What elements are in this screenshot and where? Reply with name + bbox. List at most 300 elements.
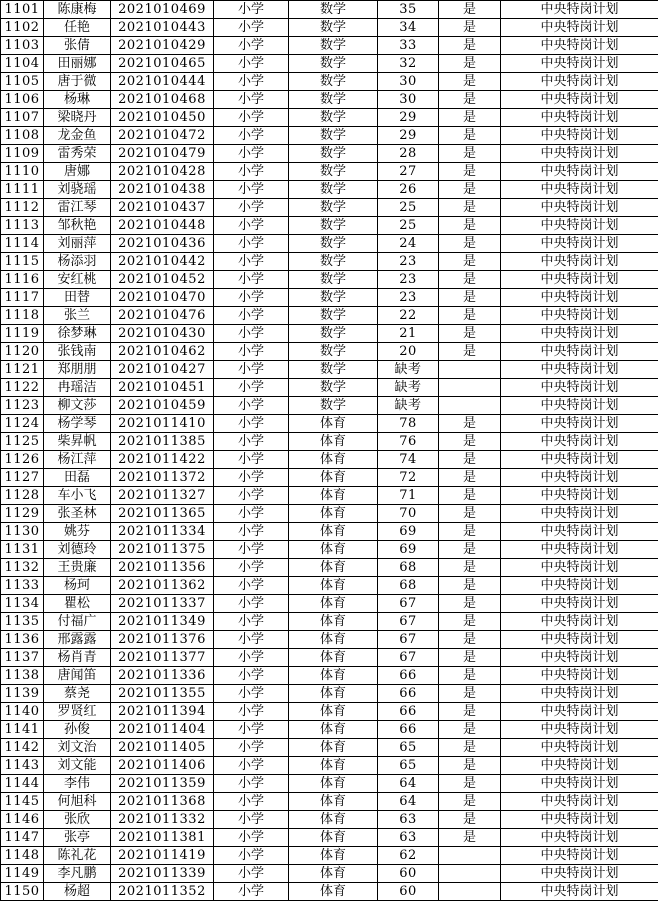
candidate-name-cell: 张钱南 (44, 343, 111, 361)
qualified-mark-cell: 是 (439, 559, 501, 577)
row-index-cell: 1141 (1, 721, 44, 739)
score-cell: 缺考 (378, 379, 439, 397)
qualified-mark-cell: 是 (439, 829, 501, 847)
school-level-cell: 小学 (214, 55, 289, 73)
exam-number-cell: 2021010479 (111, 145, 214, 163)
exam-number-cell: 2021010448 (111, 217, 214, 235)
row-index-cell: 1103 (1, 37, 44, 55)
program-name-cell: 中央特岗计划 (501, 469, 658, 487)
score-cell: 66 (378, 703, 439, 721)
candidate-name-cell: 罗贤红 (44, 703, 111, 721)
school-level-cell: 小学 (214, 325, 289, 343)
score-cell: 33 (378, 37, 439, 55)
row-index-cell: 1112 (1, 199, 44, 217)
row-index-cell: 1111 (1, 181, 44, 199)
exam-number-cell: 2021011375 (111, 541, 214, 559)
program-name-cell: 中央特岗计划 (501, 109, 658, 127)
score-cell: 60 (378, 865, 439, 883)
program-name-cell: 中央特岗计划 (501, 847, 658, 865)
qualified-mark-cell: 是 (439, 181, 501, 199)
program-name-cell: 中央特岗计划 (501, 217, 658, 235)
qualified-mark-cell: 是 (439, 253, 501, 271)
candidate-name-cell: 何旭科 (44, 793, 111, 811)
row-index-cell: 1150 (1, 883, 44, 901)
exam-number-cell: 2021011406 (111, 757, 214, 775)
subject-cell: 数学 (289, 397, 378, 415)
subject-cell: 数学 (289, 19, 378, 37)
score-cell: 63 (378, 829, 439, 847)
school-level-cell: 小学 (214, 1, 289, 19)
school-level-cell: 小学 (214, 397, 289, 415)
row-index-cell: 1106 (1, 91, 44, 109)
exam-number-cell: 2021010437 (111, 199, 214, 217)
school-level-cell: 小学 (214, 775, 289, 793)
row-index-cell: 1123 (1, 397, 44, 415)
row-index-cell: 1143 (1, 757, 44, 775)
row-index-cell: 1114 (1, 235, 44, 253)
school-level-cell: 小学 (214, 523, 289, 541)
qualified-mark-cell: 是 (439, 541, 501, 559)
exam-number-cell: 2021011376 (111, 631, 214, 649)
exam-number-cell: 2021011410 (111, 415, 214, 433)
row-index-cell: 1129 (1, 505, 44, 523)
candidate-name-cell: 张兰 (44, 307, 111, 325)
score-cell: 62 (378, 847, 439, 865)
program-name-cell: 中央特岗计划 (501, 685, 658, 703)
row-index-cell: 1133 (1, 577, 44, 595)
program-name-cell: 中央特岗计划 (501, 163, 658, 181)
row-index-cell: 1142 (1, 739, 44, 757)
exam-number-cell: 2021010451 (111, 379, 214, 397)
subject-cell: 数学 (289, 1, 378, 19)
program-name-cell: 中央特岗计划 (501, 289, 658, 307)
table-row (1, 613, 658, 631)
table-row (1, 631, 658, 649)
subject-cell: 数学 (289, 145, 378, 163)
row-index-cell: 1132 (1, 559, 44, 577)
subject-cell: 数学 (289, 109, 378, 127)
program-name-cell: 中央特岗计划 (501, 415, 658, 433)
program-name-cell: 中央特岗计划 (501, 703, 658, 721)
subject-cell: 数学 (289, 73, 378, 91)
score-cell: 63 (378, 811, 439, 829)
qualified-mark-cell: 是 (439, 127, 501, 145)
exam-number-cell: 2021010469 (111, 1, 214, 19)
subject-cell: 体育 (289, 829, 378, 847)
school-level-cell: 小学 (214, 703, 289, 721)
exam-number-cell: 2021010462 (111, 343, 214, 361)
exam-number-cell: 2021010472 (111, 127, 214, 145)
program-name-cell: 中央特岗计划 (501, 739, 658, 757)
table-row (1, 703, 658, 721)
table-row (1, 325, 658, 343)
table-row (1, 73, 658, 91)
program-name-cell: 中央特岗计划 (501, 343, 658, 361)
row-index-cell: 1149 (1, 865, 44, 883)
row-index-cell: 1137 (1, 649, 44, 667)
score-cell: 67 (378, 649, 439, 667)
qualified-mark-cell: 是 (439, 613, 501, 631)
qualified-mark-cell: 是 (439, 325, 501, 343)
qualified-mark-cell (439, 361, 501, 379)
candidate-name-cell: 杨珂 (44, 577, 111, 595)
qualified-mark-cell (439, 847, 501, 865)
program-name-cell: 中央特岗计划 (501, 55, 658, 73)
candidate-name-cell: 冉瑶洁 (44, 379, 111, 397)
qualified-mark-cell: 是 (439, 235, 501, 253)
school-level-cell: 小学 (214, 847, 289, 865)
score-cell: 71 (378, 487, 439, 505)
subject-cell: 体育 (289, 415, 378, 433)
subject-cell: 体育 (289, 595, 378, 613)
subject-cell: 数学 (289, 55, 378, 73)
exam-number-cell: 2021010427 (111, 361, 214, 379)
school-level-cell: 小学 (214, 379, 289, 397)
row-index-cell: 1134 (1, 595, 44, 613)
school-level-cell: 小学 (214, 181, 289, 199)
exam-number-cell: 2021010470 (111, 289, 214, 307)
qualified-mark-cell (439, 865, 501, 883)
program-name-cell: 中央特岗计划 (501, 775, 658, 793)
score-cell: 缺考 (378, 361, 439, 379)
qualified-mark-cell: 是 (439, 775, 501, 793)
exam-number-cell: 2021010444 (111, 73, 214, 91)
table-row (1, 829, 658, 847)
candidate-name-cell: 张亭 (44, 829, 111, 847)
program-name-cell: 中央特岗计划 (501, 73, 658, 91)
score-cell: 23 (378, 271, 439, 289)
program-name-cell: 中央特岗计划 (501, 307, 658, 325)
school-level-cell: 小学 (214, 505, 289, 523)
subject-cell: 体育 (289, 523, 378, 541)
subject-cell: 体育 (289, 757, 378, 775)
exam-number-cell: 2021011381 (111, 829, 214, 847)
qualified-mark-cell: 是 (439, 739, 501, 757)
row-index-cell: 1140 (1, 703, 44, 721)
table-row (1, 883, 658, 901)
candidate-name-cell: 徐梦琳 (44, 325, 111, 343)
row-index-cell: 1104 (1, 55, 44, 73)
candidate-name-cell: 刘丽萍 (44, 235, 111, 253)
exam-number-cell: 2021010428 (111, 163, 214, 181)
score-cell: 28 (378, 145, 439, 163)
subject-cell: 体育 (289, 487, 378, 505)
qualified-mark-cell: 是 (439, 73, 501, 91)
score-cell: 69 (378, 523, 439, 541)
row-index-cell: 1115 (1, 253, 44, 271)
candidate-name-cell: 孙俊 (44, 721, 111, 739)
program-name-cell: 中央特岗计划 (501, 631, 658, 649)
exam-number-cell: 2021011337 (111, 595, 214, 613)
subject-cell: 体育 (289, 847, 378, 865)
candidate-name-cell: 刘德玲 (44, 541, 111, 559)
program-name-cell: 中央特岗计划 (501, 721, 658, 739)
subject-cell: 数学 (289, 37, 378, 55)
qualified-mark-cell: 是 (439, 703, 501, 721)
score-cell: 23 (378, 253, 439, 271)
qualified-mark-cell: 是 (439, 433, 501, 451)
score-cell: 25 (378, 199, 439, 217)
candidate-name-cell: 杨琳 (44, 91, 111, 109)
score-cell: 29 (378, 109, 439, 127)
table-row (1, 181, 658, 199)
row-index-cell: 1126 (1, 451, 44, 469)
score-cell: 67 (378, 613, 439, 631)
qualified-mark-cell: 是 (439, 649, 501, 667)
exam-number-cell: 2021011385 (111, 433, 214, 451)
exam-number-cell: 2021011349 (111, 613, 214, 631)
candidate-name-cell: 田磊 (44, 469, 111, 487)
score-cell: 78 (378, 415, 439, 433)
exam-number-cell: 2021011339 (111, 865, 214, 883)
program-name-cell: 中央特岗计划 (501, 397, 658, 415)
table-row (1, 667, 658, 685)
exam-number-cell: 2021011336 (111, 667, 214, 685)
school-level-cell: 小学 (214, 235, 289, 253)
score-cell: 67 (378, 595, 439, 613)
table-row (1, 541, 658, 559)
candidate-name-cell: 张圣林 (44, 505, 111, 523)
row-index-cell: 1107 (1, 109, 44, 127)
table-row (1, 595, 658, 613)
subject-cell: 体育 (289, 469, 378, 487)
qualified-mark-cell: 是 (439, 109, 501, 127)
row-index-cell: 1116 (1, 271, 44, 289)
row-index-cell: 1128 (1, 487, 44, 505)
program-name-cell: 中央特岗计划 (501, 91, 658, 109)
candidate-name-cell: 刘骁瑶 (44, 181, 111, 199)
candidate-name-cell: 雷江琴 (44, 199, 111, 217)
exam-number-cell: 2021010468 (111, 91, 214, 109)
score-cell: 70 (378, 505, 439, 523)
subject-cell: 数学 (289, 271, 378, 289)
school-level-cell: 小学 (214, 253, 289, 271)
table-row (1, 91, 658, 109)
row-index-cell: 1124 (1, 415, 44, 433)
candidate-name-cell: 杨超 (44, 883, 111, 901)
row-index-cell: 1113 (1, 217, 44, 235)
candidate-name-cell: 柳文莎 (44, 397, 111, 415)
subject-cell: 数学 (289, 217, 378, 235)
score-cell: 22 (378, 307, 439, 325)
row-index-cell: 1108 (1, 127, 44, 145)
exam-number-cell: 2021011362 (111, 577, 214, 595)
row-index-cell: 1131 (1, 541, 44, 559)
school-level-cell: 小学 (214, 415, 289, 433)
table-row (1, 685, 658, 703)
row-index-cell: 1102 (1, 19, 44, 37)
exam-number-cell: 2021010438 (111, 181, 214, 199)
subject-cell: 体育 (289, 775, 378, 793)
subject-cell: 体育 (289, 505, 378, 523)
school-level-cell: 小学 (214, 559, 289, 577)
candidate-name-cell: 杨江萍 (44, 451, 111, 469)
subject-cell: 体育 (289, 685, 378, 703)
exam-number-cell: 2021011419 (111, 847, 214, 865)
exam-number-cell: 2021011332 (111, 811, 214, 829)
program-name-cell: 中央特岗计划 (501, 451, 658, 469)
school-level-cell: 小学 (214, 307, 289, 325)
table-row (1, 145, 658, 163)
qualified-mark-cell: 是 (439, 343, 501, 361)
exam-number-cell: 2021011368 (111, 793, 214, 811)
school-level-cell: 小学 (214, 361, 289, 379)
program-name-cell: 中央特岗计划 (501, 361, 658, 379)
subject-cell: 体育 (289, 433, 378, 451)
row-index-cell: 1148 (1, 847, 44, 865)
school-level-cell: 小学 (214, 451, 289, 469)
qualified-mark-cell: 是 (439, 91, 501, 109)
candidate-name-cell: 杨添羽 (44, 253, 111, 271)
qualified-mark-cell: 是 (439, 19, 501, 37)
table-row (1, 1, 658, 19)
qualified-mark-cell: 是 (439, 487, 501, 505)
table-row (1, 649, 658, 667)
school-level-cell: 小学 (214, 757, 289, 775)
score-cell: 60 (378, 883, 439, 901)
exam-number-cell: 2021010476 (111, 307, 214, 325)
qualified-mark-cell: 是 (439, 145, 501, 163)
qualified-mark-cell: 是 (439, 37, 501, 55)
table-row (1, 343, 658, 361)
program-name-cell: 中央特岗计划 (501, 253, 658, 271)
score-cell: 66 (378, 667, 439, 685)
candidate-name-cell: 唐娜 (44, 163, 111, 181)
program-name-cell: 中央特岗计划 (501, 271, 658, 289)
school-level-cell: 小学 (214, 721, 289, 739)
exam-number-cell: 2021010442 (111, 253, 214, 271)
candidate-name-cell: 李凡鹏 (44, 865, 111, 883)
school-level-cell: 小学 (214, 199, 289, 217)
subject-cell: 数学 (289, 163, 378, 181)
program-name-cell: 中央特岗计划 (501, 487, 658, 505)
qualified-mark-cell: 是 (439, 415, 501, 433)
exam-number-cell: 2021011334 (111, 523, 214, 541)
table-row (1, 811, 658, 829)
table-row (1, 127, 658, 145)
school-level-cell: 小学 (214, 739, 289, 757)
program-name-cell: 中央特岗计划 (501, 577, 658, 595)
program-name-cell: 中央特岗计划 (501, 19, 658, 37)
subject-cell: 体育 (289, 865, 378, 883)
table-row (1, 361, 658, 379)
score-cell: 30 (378, 91, 439, 109)
school-level-cell: 小学 (214, 289, 289, 307)
qualified-mark-cell: 是 (439, 523, 501, 541)
table-row (1, 865, 658, 883)
candidate-name-cell: 任艳 (44, 19, 111, 37)
table-body (1, 1, 658, 901)
exam-number-cell: 2021010436 (111, 235, 214, 253)
candidate-name-cell: 田替 (44, 289, 111, 307)
row-index-cell: 1118 (1, 307, 44, 325)
row-index-cell: 1125 (1, 433, 44, 451)
program-name-cell: 中央特岗计划 (501, 883, 658, 901)
row-index-cell: 1127 (1, 469, 44, 487)
row-index-cell: 1147 (1, 829, 44, 847)
qualified-mark-cell: 是 (439, 667, 501, 685)
subject-cell: 数学 (289, 253, 378, 271)
subject-cell: 数学 (289, 379, 378, 397)
subject-cell: 体育 (289, 793, 378, 811)
candidate-name-cell: 张倩 (44, 37, 111, 55)
exam-number-cell: 2021010443 (111, 19, 214, 37)
candidate-name-cell: 梁晓丹 (44, 109, 111, 127)
table-row (1, 289, 658, 307)
row-index-cell: 1105 (1, 73, 44, 91)
candidate-name-cell: 杨肖青 (44, 649, 111, 667)
school-level-cell: 小学 (214, 37, 289, 55)
exam-number-cell: 2021011356 (111, 559, 214, 577)
table-row (1, 505, 658, 523)
subject-cell: 体育 (289, 451, 378, 469)
table-row (1, 271, 658, 289)
exam-number-cell: 2021011377 (111, 649, 214, 667)
score-cell: 20 (378, 343, 439, 361)
row-index-cell: 1117 (1, 289, 44, 307)
school-level-cell: 小学 (214, 217, 289, 235)
school-level-cell: 小学 (214, 109, 289, 127)
candidate-name-cell: 杨学琴 (44, 415, 111, 433)
score-cell: 26 (378, 181, 439, 199)
qualified-mark-cell: 是 (439, 505, 501, 523)
subject-cell: 体育 (289, 631, 378, 649)
table-row (1, 235, 658, 253)
program-name-cell: 中央特岗计划 (501, 811, 658, 829)
school-level-cell: 小学 (214, 883, 289, 901)
program-name-cell: 中央特岗计划 (501, 541, 658, 559)
row-index-cell: 1101 (1, 1, 44, 19)
school-level-cell: 小学 (214, 631, 289, 649)
qualified-mark-cell: 是 (439, 721, 501, 739)
score-cell: 66 (378, 685, 439, 703)
subject-cell: 体育 (289, 811, 378, 829)
program-name-cell: 中央特岗计划 (501, 595, 658, 613)
table-row (1, 379, 658, 397)
exam-number-cell: 2021010429 (111, 37, 214, 55)
school-level-cell: 小学 (214, 433, 289, 451)
program-name-cell: 中央特岗计划 (501, 199, 658, 217)
subject-cell: 数学 (289, 307, 378, 325)
score-cell: 24 (378, 235, 439, 253)
candidate-name-cell: 张欣 (44, 811, 111, 829)
row-index-cell: 1138 (1, 667, 44, 685)
school-level-cell: 小学 (214, 577, 289, 595)
subject-cell: 数学 (289, 127, 378, 145)
table-row (1, 217, 658, 235)
exam-number-cell: 2021010452 (111, 271, 214, 289)
program-name-cell: 中央特岗计划 (501, 613, 658, 631)
exam-number-cell: 2021010459 (111, 397, 214, 415)
exam-number-cell: 2021010465 (111, 55, 214, 73)
table-row (1, 55, 658, 73)
row-index-cell: 1110 (1, 163, 44, 181)
school-level-cell: 小学 (214, 487, 289, 505)
qualified-mark-cell: 是 (439, 631, 501, 649)
table-row (1, 109, 658, 127)
candidate-name-cell: 陈礼花 (44, 847, 111, 865)
qualified-mark-cell: 是 (439, 199, 501, 217)
candidate-name-cell: 郑朋朋 (44, 361, 111, 379)
qualified-mark-cell (439, 379, 501, 397)
table-row (1, 487, 658, 505)
score-cell: 34 (378, 19, 439, 37)
exam-number-cell: 2021011352 (111, 883, 214, 901)
table-row (1, 847, 658, 865)
school-level-cell: 小学 (214, 649, 289, 667)
score-cell: 32 (378, 55, 439, 73)
table-row (1, 721, 658, 739)
